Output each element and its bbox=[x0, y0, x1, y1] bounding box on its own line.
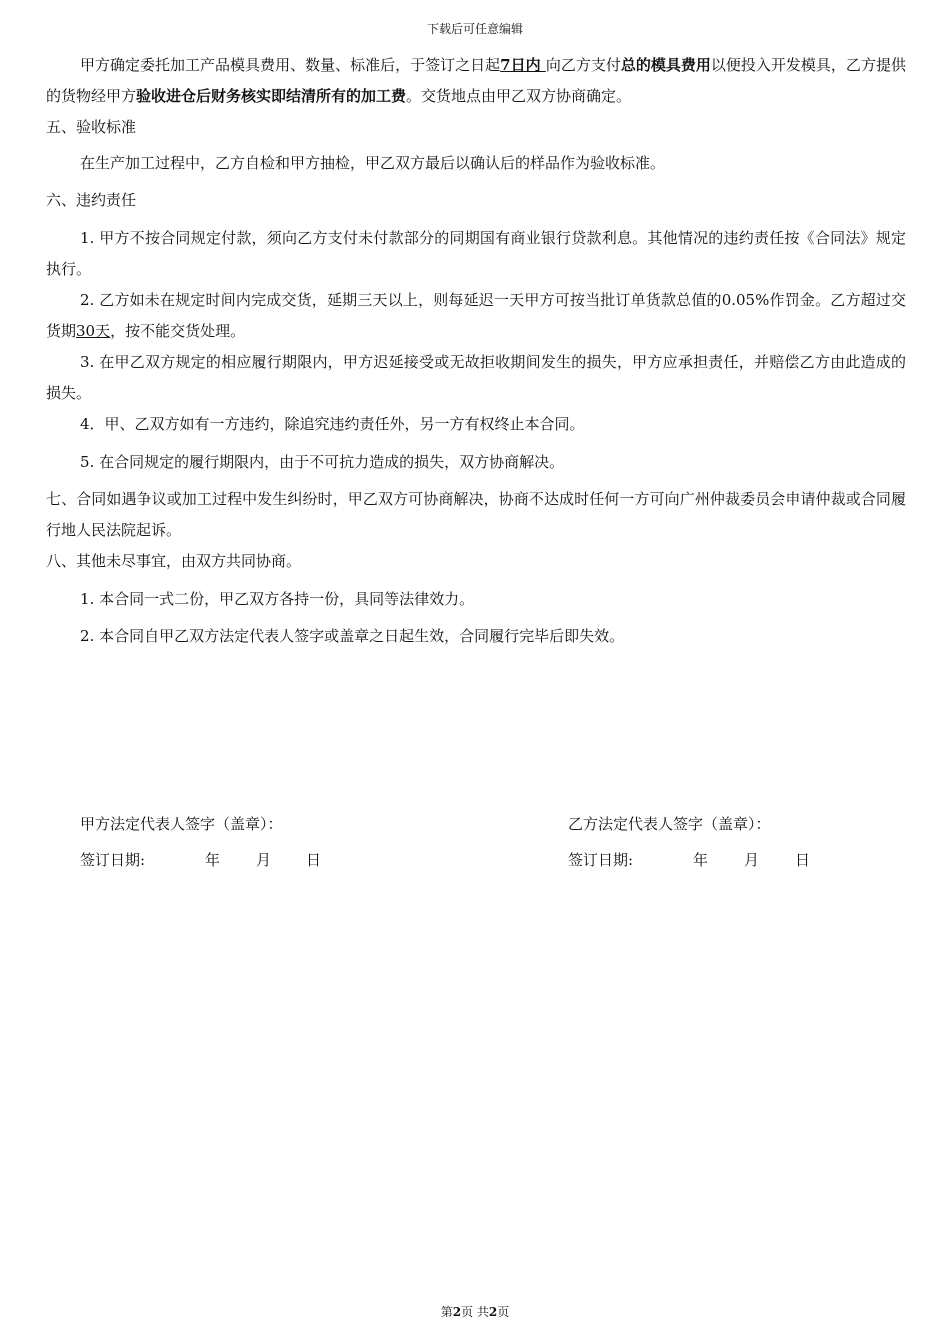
section6-item-3: 3. 在甲乙双方规定的相应履行期限内，甲方迟延接受或无故拒收期间发生的损失，甲方应承担责任，并赔偿乙方由此造成的损失。 bbox=[46, 353, 906, 402]
party-a-signature-label: 甲方法定代表人签字（盖章）： bbox=[80, 815, 283, 833]
section5-heading: 五、验收标准 bbox=[46, 118, 137, 136]
footer-page-suffix: 页 bbox=[497, 1305, 510, 1319]
party-b-date-label: 签订日期: bbox=[568, 851, 634, 869]
party-b-signature-label: 乙方法定代表人签字（盖章）： bbox=[568, 815, 771, 833]
section8-item-2: 2. 本合同自甲乙双方法定代表人签字或盖章之日起生效，合同履行完毕后即失效。 bbox=[80, 627, 625, 645]
section6-heading: 六、违约责任 bbox=[46, 191, 137, 209]
clause4-text-3: 以便投入开发模具，乙方提供的货物经甲方 bbox=[46, 56, 906, 105]
section5-body: 在生产加工过程中，乙方自检和甲方抽检，甲乙双方最后以确认后的样品作为验收标准。 bbox=[80, 154, 666, 172]
party-b-date-day: 日 bbox=[795, 851, 811, 869]
section7-body: 七、合同如遇争议或加工过程中发生纠纷时，甲乙双方可协商解决，协商不达成时任何一方可向广州仲裁委员会申请仲裁或合同履行地人民法院起诉。 bbox=[46, 490, 906, 539]
clause4-text-1: 甲方确定委托加工产品模具费用、数量、标准后，于签订之日起 bbox=[80, 56, 501, 74]
section6-item-2-text-a: 2. 乙方如未在规定时间内完成交货，延期三天以上，则每延迟一天甲方可按当批订单货款总值的0.05%作罚金。乙方超过交货期 bbox=[46, 291, 906, 340]
section6-item-5: 5. 在合同规定的履行期限内，由于不可抗力造成的损失，双方协商解决。 bbox=[80, 453, 565, 471]
party-a-date-label: 签订日期: bbox=[80, 851, 146, 869]
footer-page-number: 2 bbox=[452, 1305, 462, 1319]
party-b-date-month: 月 bbox=[744, 851, 760, 869]
page-header: 下载后可任意编辑 bbox=[426, 22, 523, 36]
section8-item-1: 1. 本合同一式二份，甲乙双方各持一份，具同等法律效力。 bbox=[80, 590, 475, 608]
section6-item-2 bbox=[46, 285, 906, 347]
section6-item-1: 1. 甲方不按合同规定付款，须向乙方支付未付款部分的同期国有商业银行贷款利息。其他情况的违约责任按《合同法》规定执行。 bbox=[46, 229, 906, 278]
section6-item-2-text-b: ，按不能交货处理。 bbox=[110, 322, 246, 340]
section8-heading: 八、其他未尽事宜，由双方共同协商。 bbox=[46, 552, 302, 570]
footer-page-prefix: 第 bbox=[440, 1305, 453, 1319]
clause4-text-2: 向乙方支付 bbox=[545, 56, 621, 74]
payment-days: 7日内 bbox=[500, 56, 546, 74]
party-b-date-year: 年 bbox=[693, 851, 709, 869]
delivery-overdue-days: 30天 bbox=[76, 322, 111, 340]
page-footer bbox=[0, 1303, 950, 1320]
party-a-date-day: 日 bbox=[306, 851, 322, 869]
clause4-text-4: 。交货地点由甲乙双方协商确定。 bbox=[406, 87, 632, 105]
mold-fee: 总的模具费用 bbox=[620, 56, 711, 74]
party-a-date-month: 月 bbox=[256, 851, 272, 869]
footer-page-total: 2 bbox=[488, 1305, 498, 1319]
clause4-payment-paragraph bbox=[46, 50, 906, 112]
party-a-date-year: 年 bbox=[205, 851, 221, 869]
footer-page-mid: 页 共 bbox=[461, 1305, 489, 1319]
section6-item-4: 4．甲、乙双方如有一方违约，除追究违约责任外，另一方有权终止本合同。 bbox=[80, 415, 585, 433]
payment-terms: 验收进仓后财务核实即结清所有的加工费 bbox=[136, 87, 407, 105]
